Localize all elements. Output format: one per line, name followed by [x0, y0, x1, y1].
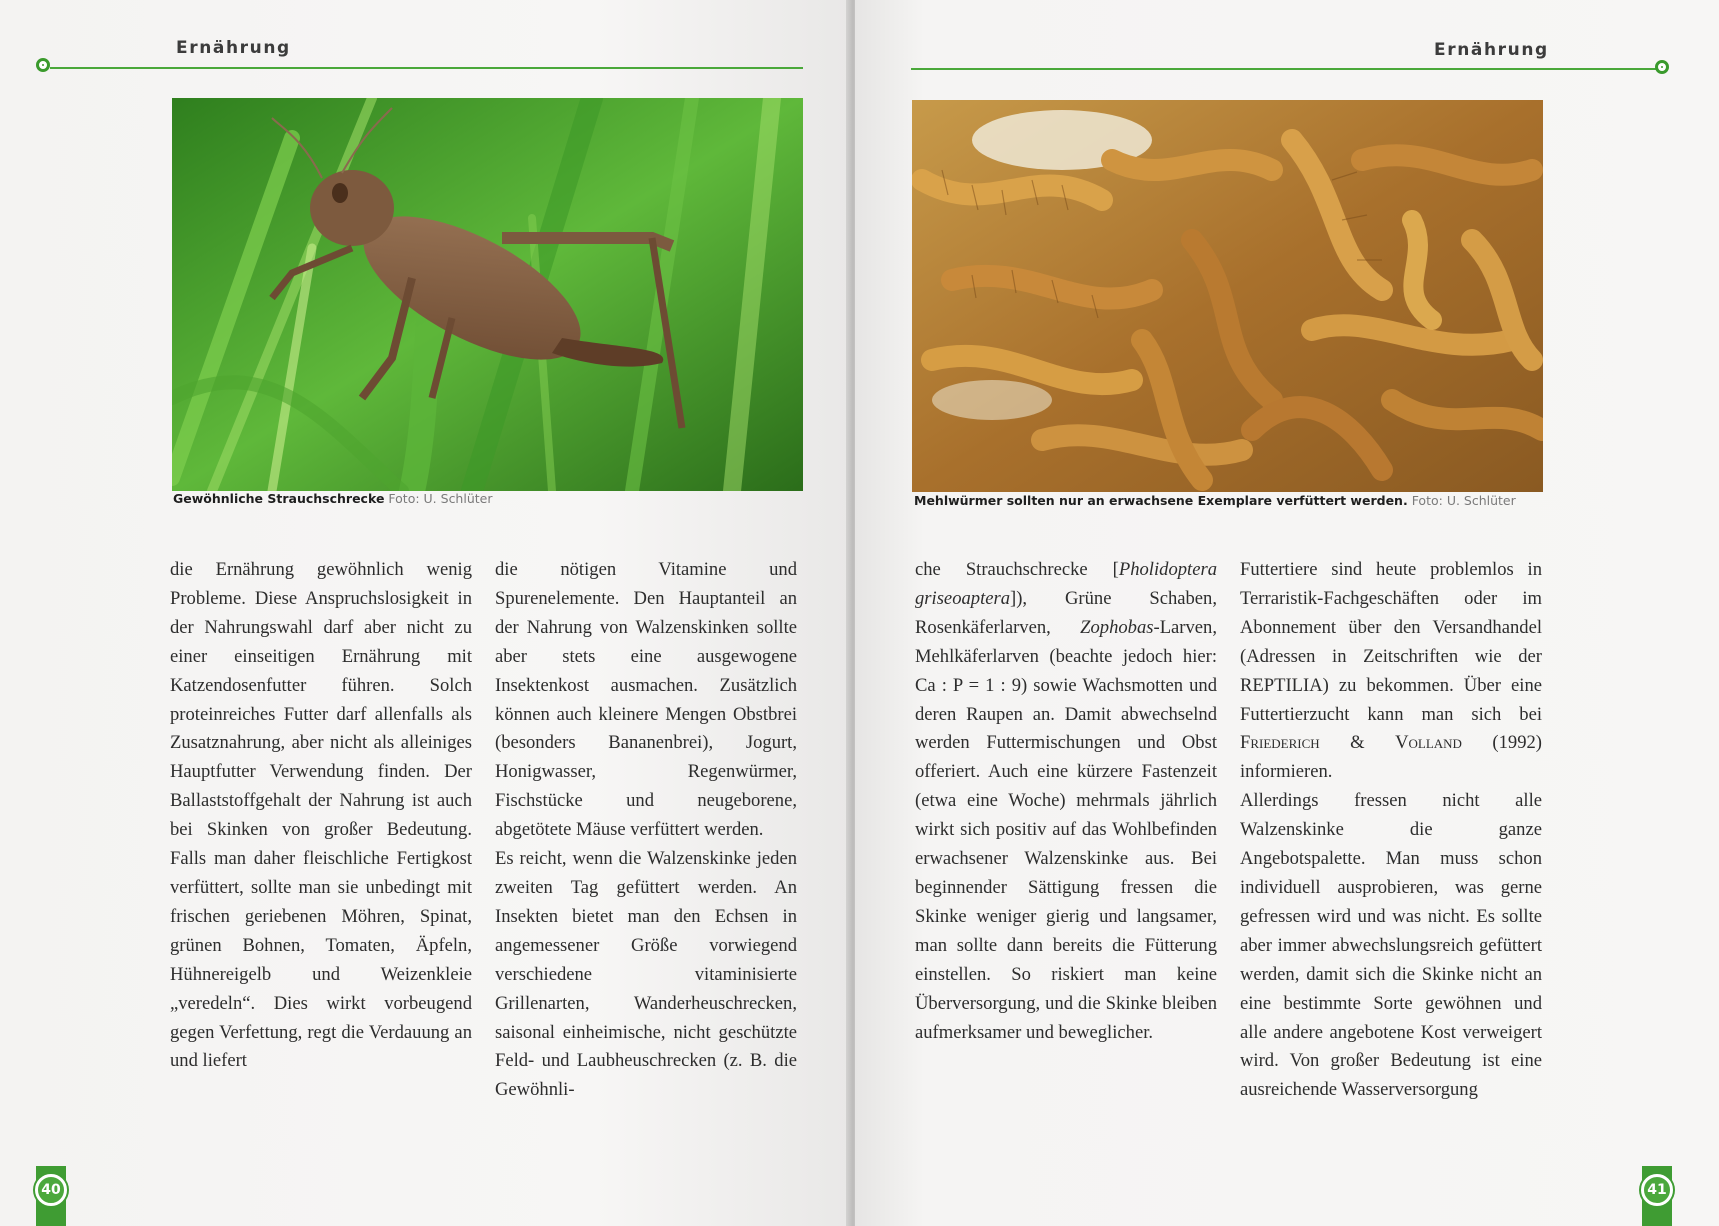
- text-run: che Strauchschrecke [: [915, 559, 1119, 580]
- page-number: 41: [1641, 1174, 1673, 1206]
- text-run: -Larven, Mehlkäferlarven (beachte jedoch hier: Ca : P = 1 : 9) sowie Wachsmotten und deren Raupen an. Damit abwechselnd werden Futtermischungen und Obst offeriert. Auch eine kürzere Fastenzeit (etwa eine Woche) mehrmals jährlich wirkt sich positiv auf das Wohlbefinden erwachsener Walzenskinke aus. Bei beginnender Sättigung fressen die Skinke weniger gierig und langsamer, man sollte dann bereits die Fütterung einstellen. So riskiert man keine Überversorgung, und die Skinke bleiben aufmerksamer und beweglicher.: [915, 616, 1217, 1043]
- paragraph: [1240, 556, 1542, 787]
- header-ring-icon: [36, 58, 50, 72]
- mealworm-photo: [912, 100, 1543, 492]
- running-header: Ernährung: [176, 38, 291, 58]
- text-column-1: [170, 556, 472, 1076]
- mealworm-illustration: [912, 100, 1543, 492]
- author-name: Friederich: [1240, 732, 1320, 754]
- right-page: [855, 0, 1719, 1226]
- photo-caption: [173, 491, 492, 506]
- caption-title: Mehlwürmer sollten nur an erwachsene Exemplare verfüttert werden.: [914, 493, 1408, 508]
- grasshopper-photo: [172, 98, 803, 491]
- paragraph: Es reicht, wenn die Walzenskinke jeden zweiten Tag gefüttert werden. An Insekten bietet man den Echsen in angemessener Größe vorwiegend verschiedene vitaminisierte Grillenarten, Wanderheuschrecken, saisonal einheimische, nicht geschützte Feld- und Laubheuschrecken (z. B. die Gewöhnli-: [495, 848, 797, 1101]
- photo-caption: [914, 493, 1516, 508]
- header-rule: [911, 68, 1657, 70]
- header-ring-icon: [1655, 60, 1669, 74]
- page-number-tab: [1642, 1166, 1672, 1226]
- paragraph: [915, 556, 1217, 1047]
- running-header: Ernährung: [1434, 40, 1549, 60]
- header-rule: [50, 67, 803, 69]
- page-number: 40: [35, 1174, 67, 1206]
- text-run: (1992) informieren.: [1240, 732, 1542, 783]
- species-name: Pholidoptera griseoaptera: [915, 559, 1217, 609]
- paragraph: die Ernährung gewöhnlich wenig Probleme. Diese Anspruchslosigkeit in der Nahrungswahl darf aber nicht zu einer einseitigen Ernährung mit Katzendosenfutter führen. Solch proteinreiches Futter darf allenfalls als Zusatznahrung, aber nicht als alleiniges Hauptfutter Verwendung finden. Der Ballaststoffgehalt der Nahrung ist auch bei Skinken von großer Bedeutung. Falls man daher fleischliche Fertigkost verfüttert, sollte man sie unbedingt mit frischen geriebenen Möhren, Spinat, grünen Bohnen, Tomaten, Äpfeln, Hühnereigelb und Weizenkleie „veredeln“. Dies wirkt vorbeugend gegen Verfettung, regt die Verdauung an und liefert: [170, 559, 472, 1072]
- genus-name: Zophobas: [1080, 616, 1154, 638]
- caption-credit: Foto: U. Schlüter: [388, 491, 493, 506]
- text-run: Futtertiere sind heute problemlos in Terraristik-Fachgeschäften oder im Abonnement über den Versandhandel (Adressen in Zeitschriften wie der REPTILIA) zu bekommen. Über eine Futtertierzucht kann man sich bei: [1240, 559, 1542, 725]
- paragraph: die nötigen Vitamine und Spurenelemente. Den Hauptanteil an der Nahrung von Walzenskinken sollte aber stets eine ausgewogene Insektenkost ausmachen. Zusätzlich können auch kleinere Mengen Obstbrei (besonders Bananenbrei), Jogurt, Honigwasser, Regenwürmer, Fischstücke und neugeborene, abgetötete Mäuse verfüttert werden.: [495, 559, 797, 841]
- text-column-2: [495, 556, 797, 1105]
- caption-title: Gewöhnliche Strauchschrecke: [173, 491, 385, 506]
- text-run: &: [1319, 732, 1396, 754]
- page-number-tab: [36, 1166, 66, 1226]
- text-column-1: [915, 556, 1217, 1047]
- caption-credit: Foto: U. Schlüter: [1411, 493, 1516, 508]
- paragraph: Allerdings fressen nicht alle Walzenskinke die ganze Angebotspalette. Man muss schon individuell ausprobieren, was gerne gefressen wird und was nicht. Es sollte aber immer abwechslungsreich gefüttert werden, damit sich die Skinke nicht an eine bestimmte Sorte gewöhnen und alle andere angebotene Kost verweigert wird. Von großer Bedeutung ist eine ausreichende Wasserversorgung: [1240, 790, 1542, 1101]
- text-run: ]), Grüne Schaben, Rosenkäferlarven,: [915, 587, 1217, 638]
- author-name: Volland: [1395, 732, 1462, 754]
- text-column-2: [1240, 556, 1542, 1105]
- left-page: [0, 0, 850, 1226]
- grasshopper-illustration: [172, 98, 803, 491]
